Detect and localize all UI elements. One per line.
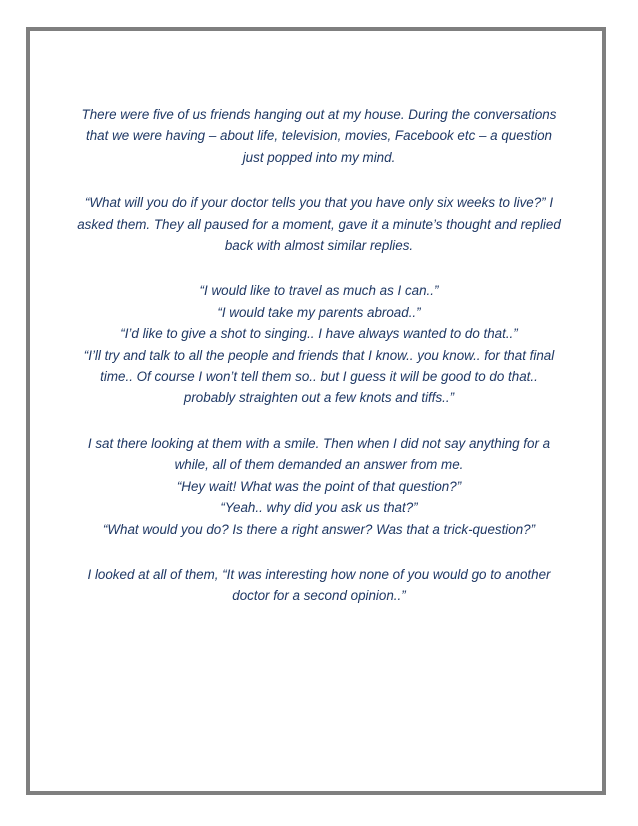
text-line: doctor for a second opinion..” [232,588,406,604]
text-line: I sat there looking at them with a smile. Then when I did not say anything for a [87,435,551,451]
text-line: “I would take my parents abroad..” [217,304,421,320]
paragraph-intro [62,104,576,168]
text-line: “Hey wait! What was the point of that question?” [176,478,462,494]
text-line: “I’d like to give a shot to singing.. I have always wanted to do that..” [120,326,518,342]
story-text [62,104,576,631]
paragraph-question [62,192,576,256]
text-line: “What will you do if your doctor tells you that you have only six weeks to live?” I [84,195,554,211]
text-line: “Yeah.. why did you ask us that?” [220,500,418,516]
text-line: I looked at all of them, “It was interesting how none of you would go to another [87,566,551,582]
text-line: while, all of them demanded an answer from me. [174,457,464,473]
text-line: “I’ll try and talk to all the people and friends that I know.. you know.. for that final [83,347,555,363]
text-line: time.. Of course I won’t tell them so.. but I guess it will be good to do that.. [100,369,538,385]
text-line: that we were having – about life, television, movies, Facebook etc – a question [86,128,552,144]
text-line: probably straighten out a few knots and tiffs..” [183,390,455,406]
text-line: There were five of us friends hanging out at my house. During the conversations [81,107,557,122]
text-line: back with almost similar replies. [224,238,414,254]
paragraph-replies [62,280,576,408]
paragraph-answer [62,564,576,607]
text-line: “What would you do? Is there a right answer? Was that a trick-question?” [102,521,536,537]
paragraph-demand [62,433,576,540]
text-line: asked them. They all paused for a moment, gave it a minute’s thought and replied [77,216,561,232]
text-line: just popped into my mind. [242,149,396,165]
text-line: “I would like to travel as much as I can..” [199,283,439,299]
